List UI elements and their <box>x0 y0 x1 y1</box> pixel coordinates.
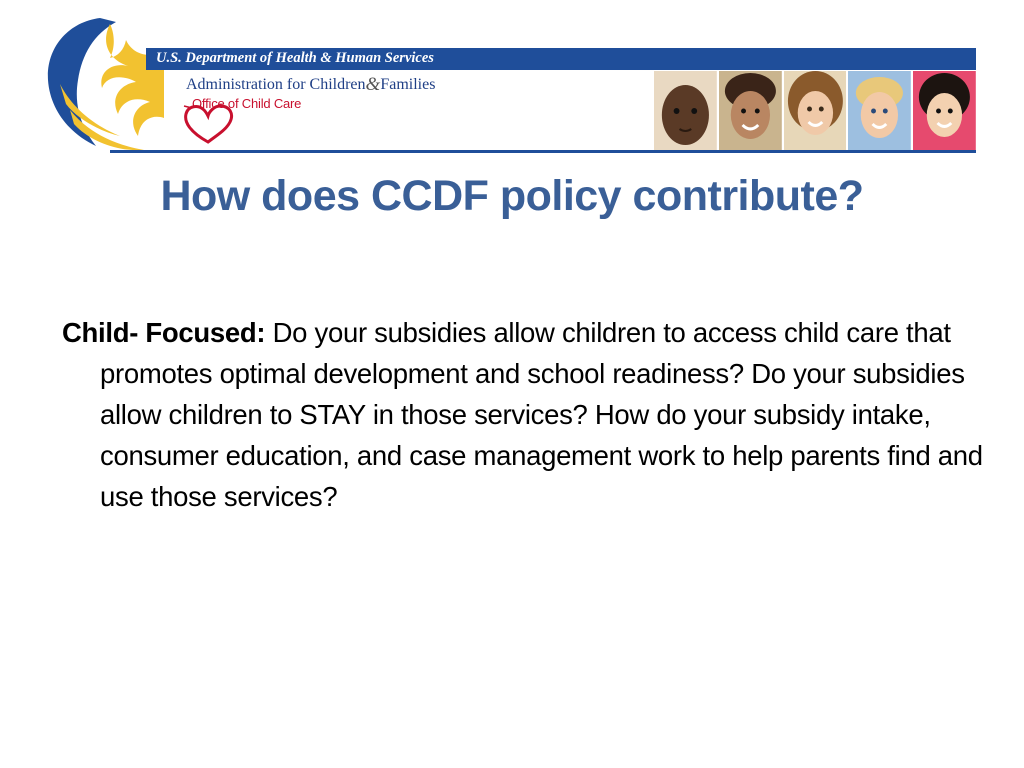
child-photo <box>719 71 782 150</box>
occ-title: Office of Child Care <box>192 96 302 111</box>
body-lead: Child- Focused: <box>62 317 266 348</box>
agency-banner <box>40 14 976 158</box>
body-text: Do your subsidies allow children to access child care that promotes optimal development and school readiness? Do your subsidies allow children to STAY in those services? How do your subsidy intake, consumer education, and case management work to help parents find and use those services? <box>100 317 983 512</box>
child-photo <box>784 71 847 150</box>
children-photo-strip <box>654 71 976 150</box>
acf-ampersand: & <box>365 74 381 95</box>
acf-title-part2: Families <box>380 76 436 93</box>
child-photo <box>848 71 911 150</box>
acf-title <box>186 73 435 95</box>
acf-title-part1: Administration for Children <box>186 76 366 93</box>
body-paragraph <box>62 312 1000 517</box>
banner-rule <box>110 150 976 153</box>
hhs-title: U.S. Department of Health & Human Services <box>156 50 434 66</box>
slide-title: How does CCDF policy contribute? <box>160 172 864 220</box>
hhs-eagle-icon <box>40 14 165 158</box>
child-photo <box>654 71 717 150</box>
child-photo <box>913 71 976 150</box>
